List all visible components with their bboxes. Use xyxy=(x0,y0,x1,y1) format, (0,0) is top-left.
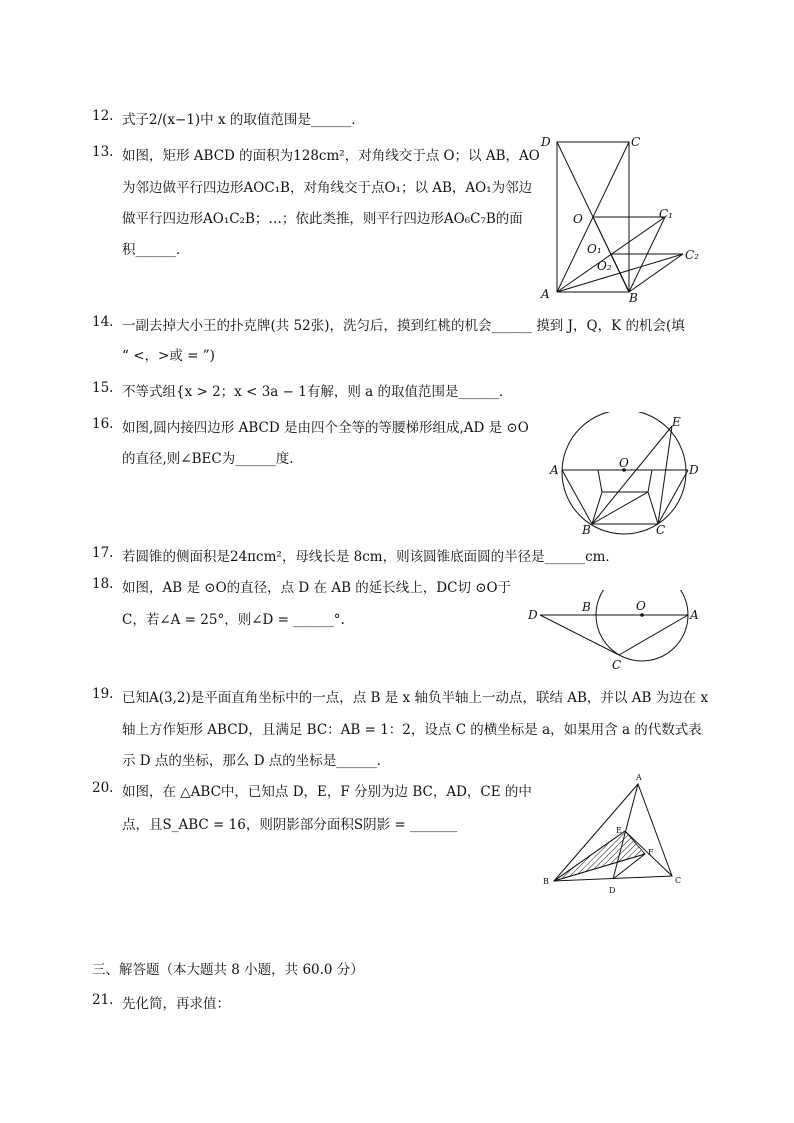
label-C: C xyxy=(612,658,622,672)
question-text-line: 已知A(3,2)是平面直角坐标中的一点，点 B 是 x 轴负半轴上一动点，联结 AB，并以 AB 为边在 x xyxy=(122,690,709,706)
question-text-line: 做平行四边形AO₁C₂B；…；依此类推，则平行四边形AO₆C₇B的面 xyxy=(122,211,523,227)
label-A: A xyxy=(550,463,559,477)
question-text-line: “ <，>或 = ”) xyxy=(122,348,215,364)
question-number: 14. xyxy=(92,314,114,330)
question-number: 18. xyxy=(92,576,114,592)
label-A: A xyxy=(541,287,550,301)
label-O2: O₂ xyxy=(597,259,612,273)
label-D: D xyxy=(689,463,699,477)
label-O: O xyxy=(636,599,646,613)
center-point xyxy=(640,613,644,617)
question-text: 不等式组{x > 2；x < 3a − 1有解，则 a 的取值范围是______． xyxy=(122,384,513,400)
question-text-line: 的直径,则∠BEC为______度. xyxy=(122,451,294,467)
question-number: 12. xyxy=(92,108,114,124)
question-text-line: 如图，矩形 ABCD 的面积为128cm²，对角线交于点 O；以 AB，AO xyxy=(122,148,540,164)
question-text-line: 轴上方作矩形 ABCD，且满足 BC：AB = 1：2，设点 C 的横坐标是 a，如果用含 a 的代数式表 xyxy=(122,722,702,738)
figure-18-circle-tangent xyxy=(524,590,706,674)
question-number: 21. xyxy=(92,992,114,1008)
figure-16-circle-trapezoids xyxy=(546,412,706,540)
question-number: 17. xyxy=(92,545,114,561)
label-D: D xyxy=(609,886,616,895)
question-number: 20. xyxy=(92,780,114,796)
question-number: 15. xyxy=(92,380,114,396)
label-O: O xyxy=(573,212,583,226)
question-text: 式子2/(x−1)中 x 的取值范围是______． xyxy=(122,112,365,128)
label-C: C xyxy=(656,523,666,537)
question-number: 13. xyxy=(92,144,114,160)
shaded-region xyxy=(554,831,645,881)
label-C: C xyxy=(631,135,641,149)
label-B: B xyxy=(582,523,591,537)
label-C2: C₂ xyxy=(685,248,699,262)
question-number: 19. xyxy=(92,686,114,702)
label-E: E xyxy=(616,826,622,835)
figure-13-rectangle-diagram xyxy=(535,132,710,304)
label-C: C xyxy=(675,876,682,885)
figure-20-triangle-shaded xyxy=(540,770,690,900)
question-text: 若圆锥的侧面积是24πcm²，母线长是 8cm，则该圆锥底面圆的半径是______cm． xyxy=(122,549,619,565)
label-B: B xyxy=(582,600,591,614)
section-title: 三、解答题（本大题共 8 小题，共 60.0 分） xyxy=(92,962,364,978)
question-text-line: 为邻边做平行四边形AOC₁B，对角线交于点O₁；以 AB，AO₁为邻边 xyxy=(122,180,533,196)
question-text-line: 如图，AB 是 ⊙O的直径，点 D 在 AB 的延长线上，DC切 ⊙O于 xyxy=(122,580,512,596)
label-F: F xyxy=(648,848,654,857)
question-text-line: 示 D 点的坐标，那么 D 点的坐标是______． xyxy=(122,753,391,769)
label-D: D xyxy=(541,135,551,149)
label-O: O xyxy=(619,456,629,470)
question-text-line: C，若∠A = 25°，则∠D = ______°. xyxy=(122,612,345,628)
label-A: A xyxy=(690,608,699,622)
label-B: B xyxy=(543,877,549,886)
question-number: 16. xyxy=(92,416,114,432)
question-text-line: 点，且S_ABC = 16，则阴影部分面积S阴影 = _______ xyxy=(122,817,458,833)
label-A: A xyxy=(636,773,642,782)
label-C1: C₁ xyxy=(659,207,673,221)
question-text-line: 如图，在 △ABC中，已知点 D，E，F 分别为边 BC，AD，CE 的中 xyxy=(122,784,532,800)
question-text-line: 如图,圆内接四边形 ABCD 是由四个全等的等腰梯形组成,AD 是 ⊙O xyxy=(122,420,529,436)
label-B: B xyxy=(629,291,638,304)
question-text: 先化简，再求值： xyxy=(122,996,230,1012)
question-text-line: 一副去掉大小王的扑克牌(共 52张)，洗匀后，摸到红桃的机会______ 摸到 J，Q，K 的机会(填 xyxy=(122,318,685,334)
label-O1: O₁ xyxy=(587,242,602,256)
label-D: D xyxy=(528,608,538,622)
label-E: E xyxy=(672,415,681,429)
question-text-line: 积______． xyxy=(122,242,190,258)
